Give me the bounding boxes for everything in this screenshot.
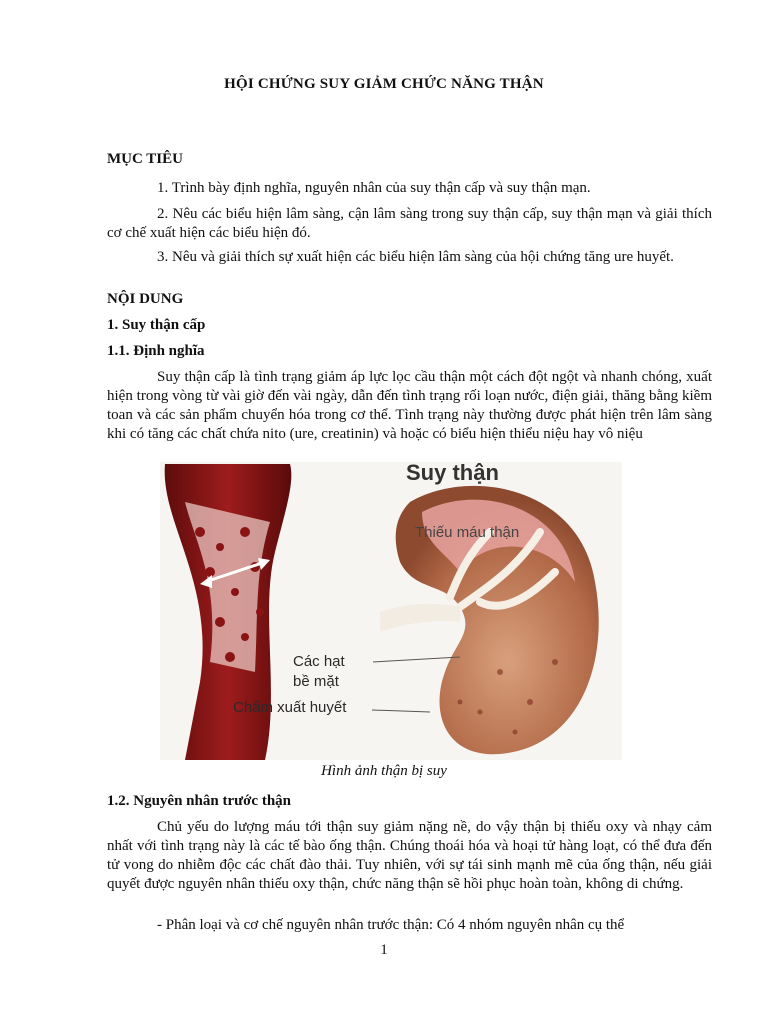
objectives-heading: MỤC TIÊU <box>107 151 183 167</box>
document-title: HỘI CHỨNG SUY GIẢM CHỨC NĂNG THẬN <box>224 76 544 92</box>
objective-item-3: 3. Nêu và giải thích sự xuất hiện các biểu hiện lâm sàng của hội chứng tăng ure huyết. <box>157 249 674 265</box>
section-heading-1-1: 1.1. Định nghĩa <box>107 343 205 359</box>
figure-caption: Hình ảnh thận bị suy <box>321 763 447 779</box>
kidney-illustration <box>160 462 622 760</box>
page-number: 1 <box>380 942 388 958</box>
figure-title: Suy thận <box>406 460 499 485</box>
classification-line: - Phân loại và cơ chế nguyên nhân trước thận: Có 4 nhóm nguyên nhân cụ thể <box>157 917 625 933</box>
kidney-failure-figure <box>160 462 622 760</box>
objective-item-1: 1. Trình bày định nghĩa, nguyên nhân của suy thận cấp và suy thận mạn. <box>157 180 591 196</box>
prerenal-paragraph: Chủ yếu do lượng máu tới thận suy giảm nặng nề, do vậy thận bị thiếu oxy và nhạy cảm nhất với tình trạng này là các tế bào ống thận. Chúng thoái hóa và hoại tử hàng loạt, có thể đưa đến tử vong do nhiễm độc các chất đào thải. Tuy nhiên, với sự tái sinh mạnh mẽ của ống thận, nếu giải quyết được nguyên nhân thiếu oxy thận, chức năng thận sẽ hồi phục hoàn toàn, không di chứng. <box>107 819 712 892</box>
objective-item-2: 2. Nêu các biểu hiện lâm sàng, cận lâm sàng trong suy thận cấp, suy thận mạn và giải thích cơ chế xuất hiện các biểu hiện đó. <box>107 206 712 241</box>
label-ischemia: Thiếu máu thận <box>415 524 520 541</box>
label-surface-granules <box>293 652 373 692</box>
label-hemorrhage: Chấm xuất huyết <box>233 699 347 716</box>
content-heading: NỘI DUNG <box>107 291 184 307</box>
label-granules-line-1: Các hạt <box>293 653 345 670</box>
section-heading-1: 1. Suy thận cấp <box>107 317 206 333</box>
section-heading-1-2: 1.2. Nguyên nhân trước thận <box>107 793 291 809</box>
definition-paragraph: Suy thận cấp là tình trạng giảm áp lực lọc cầu thận một cách đột ngột và nhanh chóng, xuất hiện trong vòng từ vài giờ đến vài ngày, dẫn đến tình trạng rối loạn nước, điện giải, thăng bằng kiềm toan và các sản phẩm chuyển hóa trong cơ thể. Tình trạng này thường được phát hiện trên lâm sàng khi có tăng các chất chứa nito (ure, creatinin) và hoặc có biểu hiện thiểu niệu hay vô niệu <box>107 369 712 442</box>
label-granules-line-2: bề mặt <box>293 673 339 690</box>
